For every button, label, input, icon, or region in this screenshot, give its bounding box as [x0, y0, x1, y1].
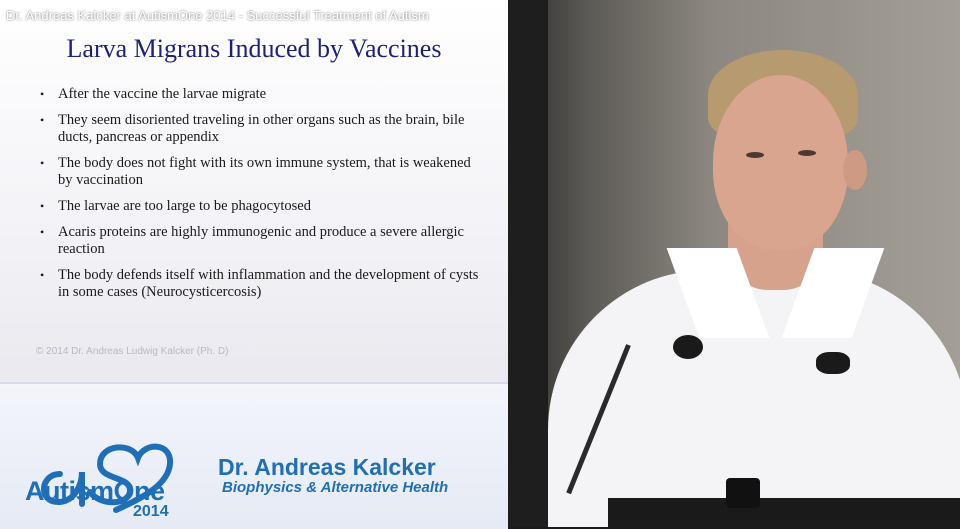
logo-wordmark: AutismOne — [25, 476, 165, 506]
slide-bullet: • The body does not fight with its own immune system, that is weakened by vaccination — [40, 155, 471, 188]
slide-bullet: • They seem disoriented traveling in other organs such as the brain, bile ducts, pancreas or appendix — [40, 112, 465, 145]
bullet-icon: • — [40, 113, 45, 127]
podium — [608, 498, 960, 527]
speaker-ear — [843, 150, 867, 190]
speaker-eye-left — [746, 152, 764, 158]
wall-edge — [508, 0, 548, 527]
bullet-icon: • — [40, 268, 45, 282]
presentation-slide — [0, 0, 508, 382]
slide-copyright: © 2014 Dr. Andreas Ludwig Kalcker (Ph. D) — [36, 346, 229, 357]
slide-bullet: • The larvae are too large to be phagocytosed — [40, 198, 311, 214]
logo-year: 2014 — [133, 503, 169, 520]
presenter-name: Dr. Andreas Kalcker — [218, 454, 436, 480]
presenter-subtitle: Biophysics & Alternative Health — [222, 479, 449, 496]
speaker-face — [713, 75, 848, 250]
bullet-icon: • — [40, 225, 45, 239]
podium-device — [726, 478, 760, 508]
speaker-video[interactable] — [508, 0, 960, 527]
slide-bullet: • After the vaccine the larvae migrate — [40, 86, 267, 102]
slide-bullet: • The body defends itself with inflammation and the development of cysts in some cases (Neurocysticercosis) — [40, 267, 479, 300]
slide-bullet-list — [38, 86, 488, 310]
bullet-icon: • — [40, 199, 45, 213]
slide-bullet: • Acaris proteins are highly immunogenic and produce a severe allergic reaction — [40, 224, 464, 257]
microphone-icon — [673, 335, 703, 359]
slide-title: Larva Migrans Induced by Vaccines — [66, 34, 442, 63]
speaker-eye-right — [798, 150, 816, 156]
lapel-microphone-icon — [816, 352, 850, 374]
bullet-icon: • — [40, 156, 45, 170]
video-title[interactable]: Dr. Andreas Kalcker at AutismOne 2014 - Successful Treatment of Autism — [6, 8, 429, 23]
lower-third-banner — [0, 382, 508, 529]
bullet-icon: • — [40, 87, 45, 101]
